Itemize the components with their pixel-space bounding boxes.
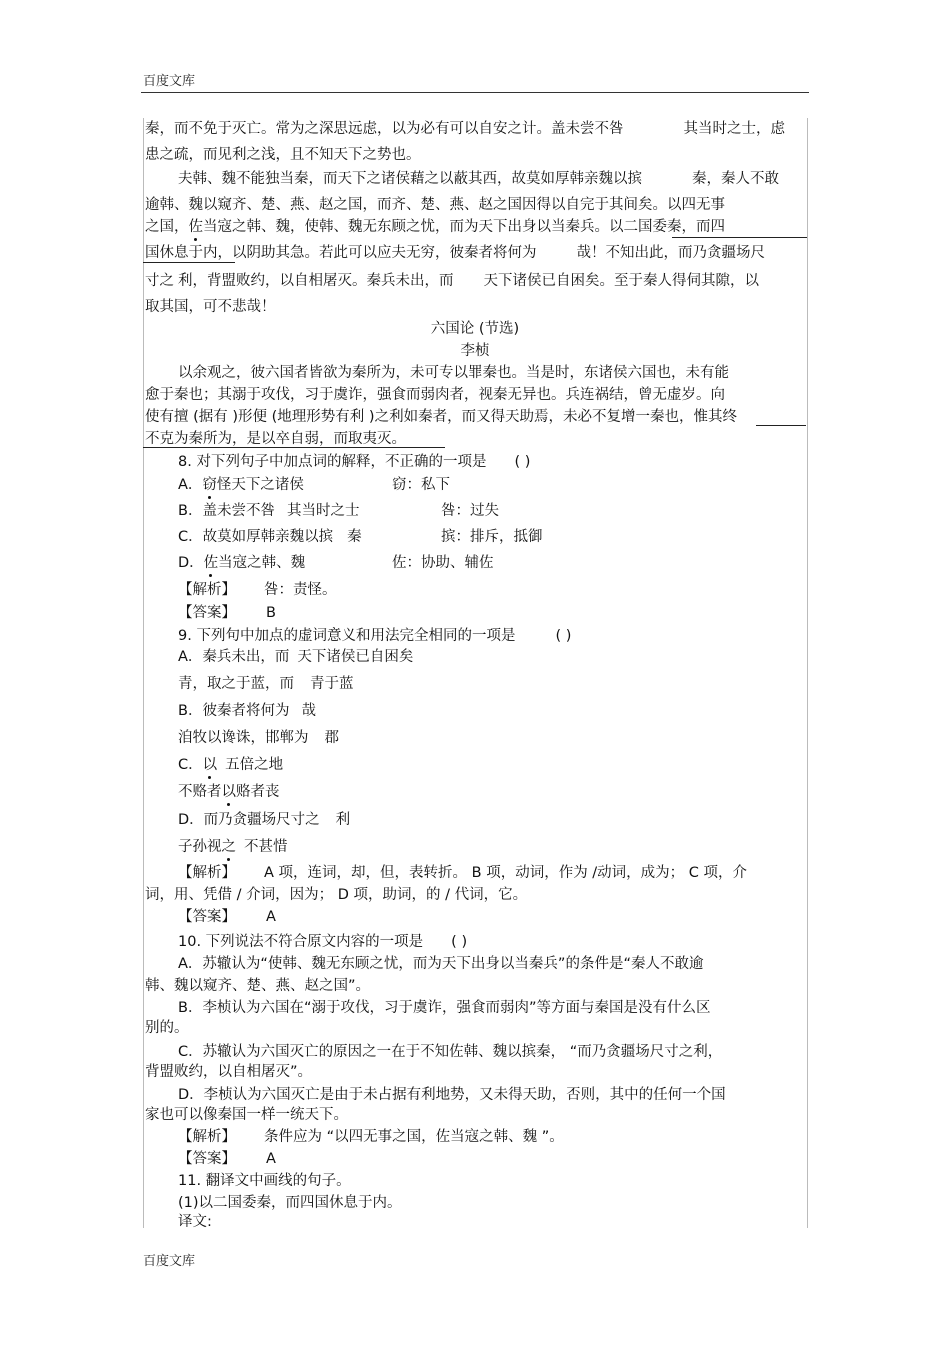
option-b: B．李桢认为六国在“溺于攻伐，习于虞诈，强食而弱肉”等方面与秦国是没有什么区 <box>178 1000 711 1016</box>
passage-line: 不克为秦所为，是以卒自弱，而取夷灭。 <box>145 431 406 447</box>
text-run: 国休息于内，以阴助其急。若此可以应夫无穷，彼秦者将何为 <box>145 245 537 261</box>
dotted-word: 窃 <box>202 477 217 493</box>
right-margin-line <box>807 118 808 1228</box>
text-run: 夫韩、魏不能独当秦，而天下之诸侯藉之以蔽其西，故莫如厚韩亲魏以摈 <box>178 171 642 187</box>
text-run: 不赂者 <box>178 784 222 800</box>
option-c <box>178 528 362 546</box>
option-a-explanation: 窃：私下 <box>392 477 450 493</box>
text-run: 之国， <box>145 219 189 235</box>
question-stem <box>178 627 571 645</box>
text-run: B．盖未尝不咎 <box>178 503 275 519</box>
left-margin-line <box>143 118 144 1228</box>
option-d <box>178 554 305 572</box>
header-rule <box>141 92 809 93</box>
text-run: 天下诸侯已自困矣 <box>297 649 414 665</box>
passage-line <box>145 218 725 236</box>
passage-line: 使有擅 (据有 )形便 (地理形势有利 )之利如秦者，而又得天助焉，未必不复增一秦也，惟其终 <box>145 409 738 425</box>
text-run: C． <box>178 757 203 773</box>
question-stem: 11. 翻译文中画线的句子。 <box>178 1173 351 1189</box>
passage-line: 取其国，可不悲哉！ <box>145 299 276 315</box>
passage-line <box>145 272 759 290</box>
option-c-explanation: 摈：排斥，抵御 <box>441 529 543 545</box>
label: 【解析】 <box>178 865 236 881</box>
text-run: 青于蓝 <box>310 676 354 692</box>
dotted-word: 以 <box>221 784 236 800</box>
underline-mark <box>756 425 806 426</box>
underline-mark <box>143 447 445 448</box>
option-b <box>178 702 316 720</box>
text-run: 其当时之士，虑 <box>683 121 785 137</box>
passage-line: 愈于秦也；其溺于攻伐，习于虞诈，强食而弱肉者，视秦无异也。兵连祸结，曾无虚岁。向 <box>145 387 725 403</box>
option-a <box>178 476 304 494</box>
option-c-cont: 背盟败约，以自相屠灭”。 <box>145 1064 313 1080</box>
text-run: 利，背盟败约，以自相屠灭。秦兵未出，而 <box>178 273 454 289</box>
option-d-cont: 家也可以像秦国一样一统天下。 <box>145 1107 348 1123</box>
underline-mark <box>672 237 807 238</box>
label: 【答案】 <box>178 1151 236 1167</box>
answer-paren: ( ) <box>451 934 468 950</box>
option-a-compare <box>178 675 354 693</box>
text-run: C．故莫如厚韩亲魏以摈 <box>178 529 334 545</box>
text-run: A 项，连词，却，但，表转折。 B 项，动词，作为 /动词，成为； C 项，介 <box>264 865 748 881</box>
option-d-compare <box>178 838 288 856</box>
text-run: 天下诸侯已自困矣。至于秦人得伺其隙，以 <box>483 273 759 289</box>
option-a <box>178 648 413 666</box>
label: 【解析】 <box>178 1129 236 1145</box>
answer-paren: ( ) <box>555 628 572 644</box>
page-header: 百度文库 <box>143 74 196 89</box>
text-run: 子孙视 <box>178 839 222 855</box>
text-run: 利 <box>335 812 351 828</box>
passage-line: 患之疏，而见利之浅，且不知天下之势也。 <box>145 147 421 163</box>
option-b-cont: 别的。 <box>145 1020 189 1036</box>
text-run: 当寇之韩、魏 <box>218 555 306 571</box>
option-d-explanation: 佐：协助、辅佐 <box>392 555 494 571</box>
text-run: 其当时之士 <box>286 503 360 519</box>
dotted-word: 以 <box>202 757 218 773</box>
answer-line <box>178 908 276 926</box>
text-run: B．彼秦者将何为 <box>178 703 290 719</box>
answer-line <box>178 1150 276 1168</box>
page-footer: 百度文库 <box>143 1254 196 1269</box>
text-run: 五倍之地 <box>225 757 284 773</box>
text-run: 哉！不知出此，而乃贪疆场尺 <box>576 245 765 261</box>
text-run: 咎：责怪。 <box>264 582 337 598</box>
option-d <box>178 811 350 829</box>
text-run: D．而乃贪疆场尺寸之 <box>178 812 320 828</box>
option-a: A．苏辙认为“使韩、魏无东顾之忧，而为天下出身以当秦兵”的条件是“秦人不敢逾 <box>178 956 704 972</box>
answer-line <box>178 604 276 622</box>
passage-line <box>178 170 779 188</box>
option-d: D．李桢认为六国灭亡是由于未占据有利地势，又未得天助，否则，其中的任何一个国 <box>178 1087 726 1103</box>
analysis-line <box>178 581 337 599</box>
option-c <box>178 756 283 774</box>
text-run: 洎牧以谗诛，邯郸为 <box>178 730 309 746</box>
answer-paren: ( ) <box>514 454 531 470</box>
passage-line: 以余观之，彼六国者皆欲为秦所为，未可专以罪秦也。当是时，东诸侯六国也，未有能 <box>178 365 729 381</box>
option-c: C．苏辙认为六国灭亡的原因之一在于不知佐韩、魏以摈秦， “而乃贪疆场尺寸之利， <box>178 1044 723 1060</box>
text-run: 条件应为 “以四无事之国，佐当寇之韩、魏 ”。 <box>264 1129 564 1145</box>
text-run: A．秦兵未出，而 <box>178 649 290 665</box>
question-stem <box>178 933 467 951</box>
analysis-line <box>178 864 747 882</box>
analysis-line: 词，用、凭借 / 介词，因为； D 项，助词，的 / 代词，它。 <box>145 887 528 903</box>
translation-label: 译文: <box>178 1214 212 1230</box>
answer-value: A <box>266 909 276 925</box>
text-run: 秦 <box>347 529 362 545</box>
text-run: 赂者丧 <box>236 784 280 800</box>
dotted-word: 之 <box>221 839 236 855</box>
option-c-compare <box>178 783 280 801</box>
text-run: 8. 对下列句子中加点词的解释，不正确的一项是 <box>178 454 487 470</box>
option-b <box>178 502 359 520</box>
label: 【答案】 <box>178 909 236 925</box>
sentence-1: (1)以二国委秦，而四国休息于内。 <box>178 1195 402 1211</box>
text-run: 郡 <box>324 730 339 746</box>
text-run: 怪天下之诸侯 <box>216 477 304 493</box>
underline-mark <box>143 262 235 263</box>
answer-value: A <box>266 1151 276 1167</box>
text-run: 9. 下列句中加点的虚词意义和用法完全相同的一项是 <box>178 628 516 644</box>
passage-line: 逾韩、魏以窥齐、楚、燕、赵之国，而齐、楚、燕、赵之国因得以自完于其间矣。以四无事 <box>145 197 725 213</box>
text-run: 寸之 <box>145 273 174 289</box>
passage-line <box>145 244 765 262</box>
dotted-word: 佐 <box>188 219 203 235</box>
text-run: 当寇之韩、魏，使韩、魏无东顾之忧，而为天下出身以当秦兵。以二国委秦，而四 <box>203 219 725 235</box>
text-run: 10. 下列说法不符合原文内容的一项是 <box>178 934 424 950</box>
text-run: D． <box>178 555 204 571</box>
passage-line <box>145 120 785 138</box>
text-run: 秦，秦人不敢 <box>692 171 779 187</box>
text-run: 秦，而不免于灭亡。常为之深思远虑，以为必有可以自安之计。盖未尝不咎 <box>145 121 624 137</box>
option-b-compare <box>178 729 339 747</box>
question-stem <box>178 453 530 471</box>
option-a-cont: 韩、魏以窥齐、楚、燕、赵之国”。 <box>145 978 371 994</box>
text-run: A． <box>178 477 203 493</box>
text-run: 不甚惜 <box>244 839 288 855</box>
excerpt-title: 六国论 (节选) <box>430 321 520 337</box>
analysis-line <box>178 1128 564 1146</box>
excerpt-author: 李桢 <box>460 343 490 359</box>
text-run: 青，取之于蓝，而 <box>178 676 294 692</box>
option-b-explanation: 咎：过失 <box>441 503 499 519</box>
answer-value: B <box>266 605 276 621</box>
text-run: 哉 <box>301 703 316 719</box>
label: 【答案】 <box>178 605 236 621</box>
dotted-word: 佐 <box>203 555 219 571</box>
label: 【解析】 <box>178 582 236 598</box>
